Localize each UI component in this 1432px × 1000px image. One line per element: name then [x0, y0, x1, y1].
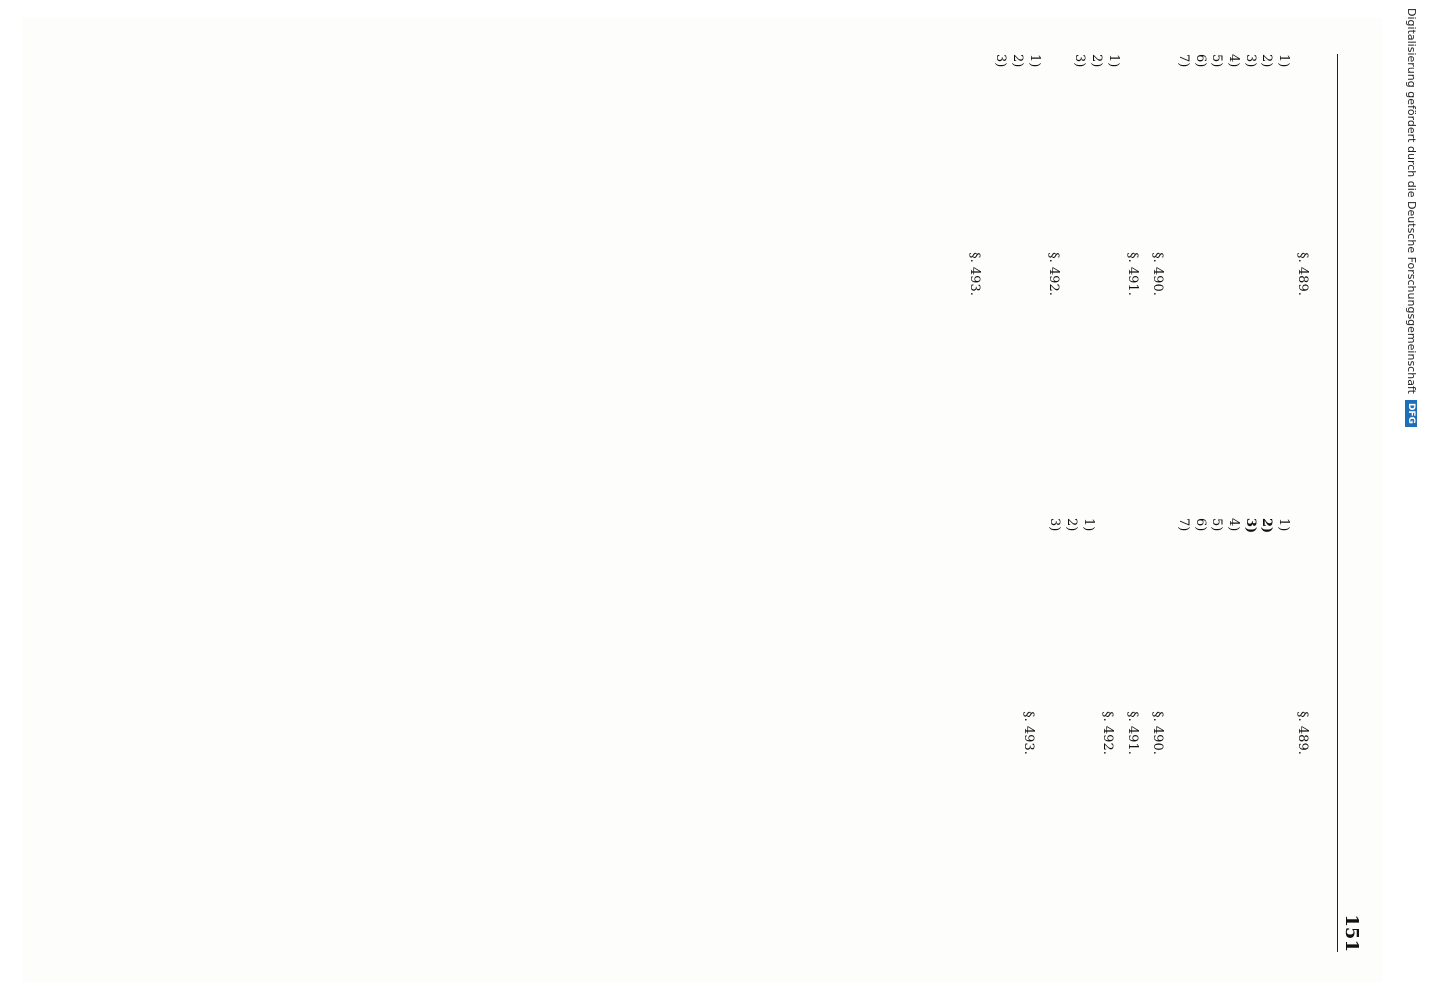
list-item: 1) — [1026, 54, 1042, 68]
section-heading-489: §. 489. — [1295, 711, 1310, 755]
section-heading-492: §. 492. — [1099, 711, 1115, 755]
list-item: 5) — [1209, 54, 1225, 68]
section-heading-491: §. 491. — [1124, 252, 1140, 296]
list-item: 3) — [993, 54, 1009, 68]
list-item: 2) — [1064, 518, 1079, 532]
section-heading-492: §. 492. — [1045, 252, 1061, 296]
list-item: 7) — [1176, 518, 1192, 532]
list-item: 2) — [1259, 518, 1275, 534]
section-heading-491: §. 491. — [1124, 711, 1140, 755]
list-item: 1) — [1105, 54, 1121, 68]
scanned-page — [22, 18, 1382, 982]
list-item: 5) — [1209, 518, 1225, 532]
list-item: 2) — [1259, 54, 1275, 68]
section-heading-490: §. 490. — [1149, 252, 1165, 296]
dfg-logo: DFG — [1405, 400, 1417, 427]
list-item: 1) — [1276, 518, 1291, 532]
list-item: 3) — [1072, 54, 1088, 68]
list-item: 4) — [1226, 54, 1242, 68]
list-item: 4) — [1226, 518, 1242, 532]
list-item: 6) — [1192, 54, 1208, 68]
column-beschluesse — [52, 518, 1324, 948]
credit-text: Digitalisierung gefördert durch die Deutsche Forschungsgemeinschaft — [1405, 8, 1418, 394]
list-item: 6) — [1192, 518, 1208, 532]
list-item: 2) — [1010, 54, 1026, 68]
digitization-credit — [1405, 8, 1418, 427]
page-header — [1337, 54, 1366, 952]
section-heading-493: §. 493. — [1020, 711, 1036, 755]
list-item: 1) — [1080, 518, 1096, 532]
list-item: 1) — [1276, 54, 1291, 68]
list-item: 3) — [1242, 54, 1258, 68]
column-vorlage — [52, 54, 1324, 494]
list-item: 3) — [1047, 518, 1063, 532]
list-item: 7) — [1176, 54, 1192, 68]
section-heading-489: §. 489. — [1295, 252, 1310, 296]
list-item: 2) — [1089, 54, 1104, 68]
digitization-credit-strip — [1392, 8, 1428, 992]
section-heading-493: §. 493. — [966, 252, 982, 296]
section-heading-490: §. 490. — [1149, 711, 1165, 755]
list-item: 3) — [1242, 518, 1258, 534]
page-number: 151 — [1341, 914, 1363, 952]
rotated-page-content — [22, 18, 1382, 982]
